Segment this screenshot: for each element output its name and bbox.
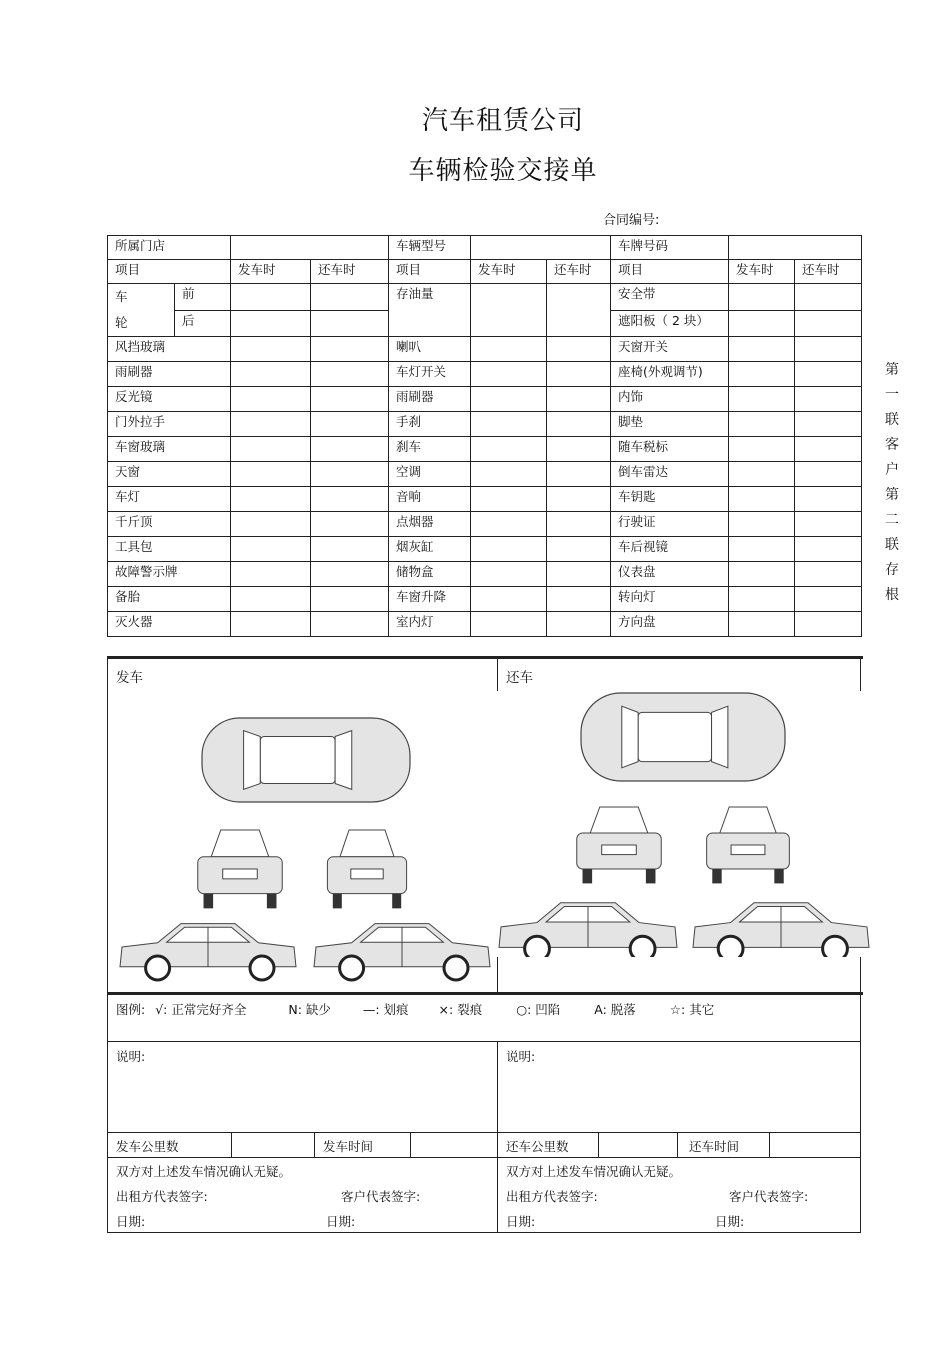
car-part (718, 936, 743, 957)
check-cell[interactable] (795, 462, 862, 487)
item-label: 随车税标 (611, 437, 729, 462)
col-header-return: 还车时 (795, 260, 862, 284)
table-row (108, 562, 862, 587)
inspection-table (107, 235, 862, 637)
confirm-right: 双方对上述发车情况确认无疑。 (506, 1164, 682, 1179)
check-cell[interactable] (231, 310, 311, 337)
divider (314, 1132, 315, 1157)
item-label: 座椅(外观调节) (611, 362, 729, 387)
check-cell[interactable] (231, 362, 311, 387)
divider (108, 1132, 860, 1133)
return-car-diagram[interactable] (497, 691, 871, 957)
legend-item: ○: 凹陷 (516, 1002, 561, 1017)
check-cell[interactable] (729, 284, 795, 311)
col-header-item: 项目 (108, 260, 231, 284)
date-right-customer: 日期: (715, 1214, 745, 1229)
check-cell[interactable] (547, 362, 611, 387)
notes-left-label: 说明: (116, 1049, 146, 1064)
check-cell[interactable] (311, 487, 389, 512)
side-char: 客 (885, 437, 899, 453)
check-cell[interactable] (729, 512, 795, 537)
lessor-sign-left: 出租方代表签字: (116, 1189, 208, 1204)
company-title: 汽车租赁公司 (421, 106, 584, 136)
table-row (108, 437, 862, 462)
check-cell[interactable] (311, 562, 389, 587)
check-cell[interactable] (471, 462, 547, 487)
check-cell[interactable] (471, 512, 547, 537)
check-cell[interactable] (471, 612, 547, 637)
check-cell[interactable] (311, 362, 389, 387)
check-cell[interactable] (231, 612, 311, 637)
check-cell[interactable] (795, 587, 862, 612)
confirm-left: 双方对上述发车情况确认无疑。 (116, 1164, 292, 1179)
check-cell[interactable] (231, 337, 311, 362)
check-cell[interactable] (311, 284, 389, 311)
check-cell[interactable] (231, 437, 311, 462)
legend-item: √: 正常完好齐全 (155, 1002, 247, 1017)
item-label: 工具包 (108, 537, 231, 562)
check-cell[interactable] (729, 587, 795, 612)
check-cell[interactable] (231, 387, 311, 412)
table-row (108, 362, 862, 387)
check-cell[interactable] (729, 362, 795, 387)
car-part (638, 712, 711, 761)
car-part (646, 869, 656, 883)
check-cell[interactable] (729, 612, 795, 637)
item-label: 车窗升降 (389, 587, 471, 612)
col-header-return: 还车时 (311, 260, 389, 284)
check-cell[interactable] (547, 562, 611, 587)
date-left-customer: 日期: (326, 1214, 356, 1229)
check-cell[interactable] (729, 387, 795, 412)
table-row (108, 284, 862, 311)
col-header-depart: 发车时 (231, 260, 311, 284)
col-header-item: 项目 (389, 260, 471, 284)
check-cell[interactable] (471, 587, 547, 612)
check-cell[interactable] (311, 612, 389, 637)
item-label: 灭火器 (108, 612, 231, 637)
check-cell[interactable] (729, 537, 795, 562)
date-right-lessor: 日期: (506, 1214, 536, 1229)
check-cell[interactable] (231, 487, 311, 512)
col-header-return: 还车时 (547, 260, 611, 284)
check-cell[interactable] (547, 512, 611, 537)
check-cell[interactable] (547, 437, 611, 462)
contract-number-label: 合同编号: (603, 213, 660, 228)
car-part (146, 956, 170, 980)
store-value-cell[interactable] (231, 236, 389, 260)
check-cell[interactable] (795, 537, 862, 562)
car-side-view (693, 903, 869, 957)
car-part (260, 736, 335, 783)
check-cell[interactable] (547, 387, 611, 412)
side-char: 联 (885, 537, 899, 553)
item-label: 安全带 (611, 284, 729, 311)
car-rear-view (707, 807, 790, 883)
check-cell[interactable] (471, 562, 547, 587)
item-label: 风挡玻璃 (108, 337, 231, 362)
check-cell[interactable] (547, 462, 611, 487)
return-mileage-label: 还车公里数 (506, 1139, 569, 1154)
side-char: 根 (885, 587, 899, 603)
depart-mileage-label: 发车公里数 (116, 1139, 179, 1154)
car-part (525, 936, 550, 957)
side-char: 户 (885, 462, 899, 478)
car-part (204, 894, 214, 909)
table-row (108, 487, 862, 512)
item-label: 烟灰缸 (389, 537, 471, 562)
car-side-view (120, 924, 296, 980)
check-cell[interactable] (471, 284, 547, 337)
item-label: 车钥匙 (611, 487, 729, 512)
item-label: 内饰 (611, 387, 729, 412)
divider (231, 1132, 232, 1157)
check-cell[interactable] (795, 310, 862, 337)
side-char: 二 (885, 512, 899, 528)
check-cell[interactable] (231, 462, 311, 487)
car-part (774, 869, 783, 883)
item-label: 遮阳板（ 2 块） (611, 310, 729, 337)
side-char: 联 (885, 412, 899, 428)
item-label: 手刹 (389, 412, 471, 437)
item-label: 雨刷器 (108, 362, 231, 387)
customer-sign-left: 客户代表签字: (341, 1189, 421, 1204)
check-cell[interactable] (547, 337, 611, 362)
check-cell[interactable] (729, 337, 795, 362)
lower-section (107, 657, 861, 1233)
item-label: 点烟器 (389, 512, 471, 537)
table-row (108, 387, 862, 412)
check-cell[interactable] (795, 362, 862, 387)
item-label: 行驶证 (611, 512, 729, 537)
item-label: 脚垫 (611, 412, 729, 437)
table-row (108, 412, 862, 437)
item-label: 方向盘 (611, 612, 729, 637)
check-cell[interactable] (311, 537, 389, 562)
item-label: 空调 (389, 462, 471, 487)
car-part (333, 894, 342, 909)
item-label: 倒车雷达 (611, 462, 729, 487)
check-cell[interactable] (547, 587, 611, 612)
car-part (340, 956, 364, 980)
check-cell[interactable] (795, 562, 862, 587)
item-label: 转向灯 (611, 587, 729, 612)
item-label: 仪表盘 (611, 562, 729, 587)
check-cell[interactable] (311, 310, 389, 337)
item-label: 车灯开关 (389, 362, 471, 387)
check-cell[interactable] (471, 412, 547, 437)
legend-item: N: 缺少 (288, 1002, 331, 1017)
item-label: 千斤顶 (108, 512, 231, 537)
car-part (211, 830, 269, 857)
car-part (583, 869, 593, 883)
check-cell[interactable] (311, 462, 389, 487)
item-label: 门外拉手 (108, 412, 231, 437)
divider (108, 1041, 860, 1042)
divider (108, 1157, 860, 1158)
check-cell[interactable] (311, 587, 389, 612)
return-diagram-label: 还车 (506, 670, 533, 686)
col-header-item: 项目 (611, 260, 729, 284)
item-label: 天窗开关 (611, 337, 729, 362)
check-cell[interactable] (547, 612, 611, 637)
car-side-view (314, 924, 490, 980)
check-cell[interactable] (729, 487, 795, 512)
divider (497, 1041, 498, 1233)
item-label: 反光镜 (108, 387, 231, 412)
check-cell[interactable] (231, 284, 311, 311)
car-part (392, 894, 401, 909)
check-cell[interactable] (471, 387, 547, 412)
table-row (108, 537, 862, 562)
depart-car-diagram[interactable] (116, 714, 494, 988)
check-cell[interactable] (311, 387, 389, 412)
car-part (267, 894, 277, 909)
check-cell[interactable] (795, 412, 862, 437)
item-label: 储物盒 (389, 562, 471, 587)
car-part (712, 706, 728, 768)
side-char: 一 (885, 387, 899, 403)
table-row (108, 337, 862, 362)
legend (116, 1000, 714, 1018)
table-row (108, 462, 862, 487)
item-label: 故障警示牌 (108, 562, 231, 587)
item-label: 刹车 (389, 437, 471, 462)
check-cell[interactable] (795, 512, 862, 537)
car-part (731, 845, 765, 855)
item-label: 雨刷器 (389, 387, 471, 412)
check-cell[interactable] (231, 562, 311, 587)
check-cell[interactable] (795, 612, 862, 637)
check-cell[interactable] (729, 412, 795, 437)
car-front-view (577, 807, 661, 883)
car-part (340, 830, 394, 857)
car-part (720, 807, 776, 833)
item-label: 车后视镜 (611, 537, 729, 562)
side-char: 存 (885, 562, 899, 578)
check-cell[interactable] (547, 487, 611, 512)
item-label: 天窗 (108, 462, 231, 487)
check-cell[interactable] (795, 437, 862, 462)
check-cell[interactable] (795, 337, 862, 362)
car-rear-view (327, 830, 406, 908)
legend-item: ☆: 其它 (669, 1002, 715, 1017)
fuel-label: 存油量 (389, 284, 471, 337)
check-cell[interactable] (311, 412, 389, 437)
table-row (108, 512, 862, 537)
side-copy-note (880, 358, 904, 608)
car-part (223, 869, 258, 879)
divider (107, 656, 863, 659)
check-cell[interactable] (471, 362, 547, 387)
wheel-front-label: 前 (175, 284, 231, 311)
side-char: 第 (885, 362, 899, 378)
check-cell[interactable] (231, 412, 311, 437)
check-cell[interactable] (231, 512, 311, 537)
divider (410, 1132, 411, 1157)
car-part (712, 869, 721, 883)
table-row (108, 612, 862, 637)
wheel-label: 车 轮 (108, 284, 175, 337)
car-part (602, 845, 637, 855)
legend-prefix: 图例: (116, 1002, 146, 1017)
check-cell[interactable] (471, 537, 547, 562)
return-time-label: 还车时间 (689, 1139, 740, 1154)
check-cell[interactable] (471, 487, 547, 512)
check-cell[interactable] (729, 562, 795, 587)
check-cell[interactable] (729, 462, 795, 487)
item-label: 车灯 (108, 487, 231, 512)
item-label: 喇叭 (389, 337, 471, 362)
check-cell[interactable] (729, 310, 795, 337)
model-value-cell[interactable] (471, 236, 611, 260)
lessor-sign-right: 出租方代表签字: (506, 1189, 598, 1204)
car-front-view (198, 830, 282, 908)
item-label: 音响 (389, 487, 471, 512)
check-cell[interactable] (311, 337, 389, 362)
check-cell[interactable] (547, 284, 611, 337)
car-part (351, 869, 383, 879)
depart-diagram-label: 发车 (116, 670, 143, 686)
legend-item: —: 划痕 (362, 1002, 409, 1017)
car-part (244, 731, 261, 790)
check-cell[interactable] (547, 412, 611, 437)
car-part (250, 956, 274, 980)
plate-value-cell[interactable] (729, 236, 862, 260)
plate-label: 车牌号码 (611, 236, 729, 260)
car-top-view (202, 718, 410, 802)
check-cell[interactable] (471, 337, 547, 362)
legend-item: A: 脱落 (594, 1002, 636, 1017)
divider (107, 992, 863, 995)
table-row (108, 587, 862, 612)
check-cell[interactable] (729, 437, 795, 462)
car-part (622, 706, 638, 768)
depart-time-label: 发车时间 (323, 1139, 374, 1154)
check-cell[interactable] (231, 537, 311, 562)
divider (769, 1132, 770, 1157)
check-cell[interactable] (795, 387, 862, 412)
table-top-row (108, 236, 862, 260)
col-header-depart: 发车时 (729, 260, 795, 284)
car-part (444, 956, 468, 980)
check-cell[interactable] (231, 587, 311, 612)
check-cell[interactable] (795, 487, 862, 512)
item-label: 室内灯 (389, 612, 471, 637)
divider (598, 1132, 599, 1157)
check-cell[interactable] (311, 512, 389, 537)
check-cell[interactable] (795, 284, 862, 311)
legend-item: ×: 裂痕 (438, 1002, 483, 1017)
wheel-rear-label: 后 (175, 310, 231, 337)
item-label: 车窗玻璃 (108, 437, 231, 462)
check-cell[interactable] (471, 437, 547, 462)
notes-right-label: 说明: (506, 1049, 536, 1064)
check-cell[interactable] (311, 437, 389, 462)
model-label: 车辆型号 (389, 236, 471, 260)
customer-sign-right: 客户代表签字: (729, 1189, 809, 1204)
car-side-view (499, 903, 677, 957)
car-top-view (581, 693, 785, 781)
divider (677, 1132, 678, 1157)
item-label: 备胎 (108, 587, 231, 612)
car-part (630, 936, 655, 957)
store-label: 所属门店 (108, 236, 231, 260)
form-title: 车辆检验交接单 (408, 156, 598, 186)
car-part (590, 807, 648, 833)
col-header-depart: 发车时 (471, 260, 547, 284)
table-header-row (108, 260, 862, 284)
car-part (823, 936, 848, 957)
check-cell[interactable] (547, 537, 611, 562)
car-part (335, 731, 352, 790)
side-char: 第 (885, 487, 899, 503)
date-left-lessor: 日期: (116, 1214, 146, 1229)
